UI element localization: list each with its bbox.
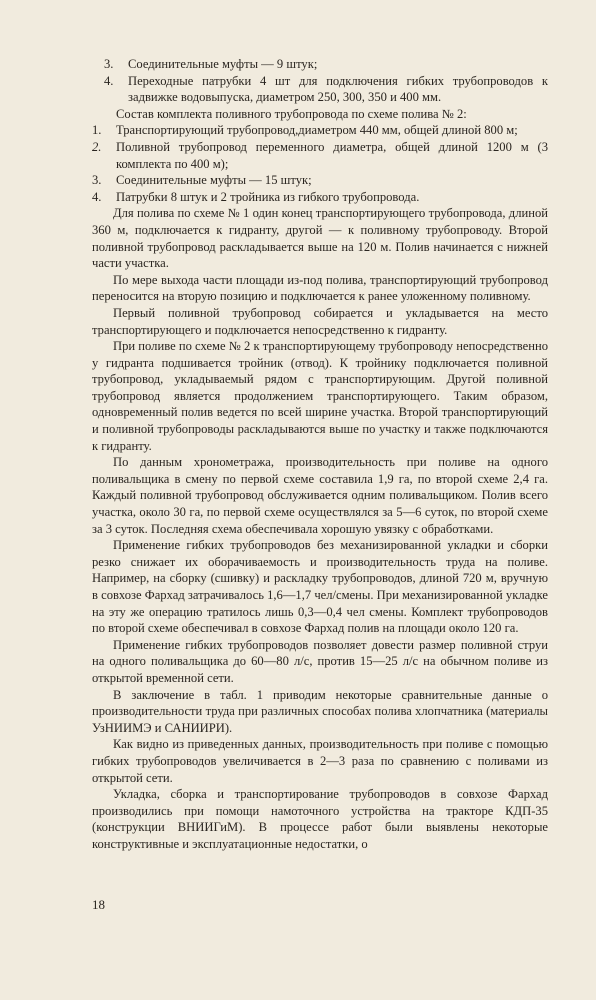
paragraph: В заключение в табл. 1 приводим некоторые сравнительные данные о производительности труда при различных способах полива хлопчатника (материалы УзНИИМЭ и САНИИРИ). (92, 687, 548, 735)
paragraph: По данным хронометража, производительность при поливе на одного поливальщика в смену по первой схеме составила 1,9 га, по второй схеме 2,4 га. Каждый поливной трубопровод обслуживается одним поливальщиком. Полив всего участка, около 30 га, по первой схеме осуществлялся за 5—6 суток, по второй схеме за 3 суток. Последняя схема обеспечивала хорошую увязку с обработками. (92, 455, 548, 536)
list-number: 2. (92, 139, 102, 154)
paragraph: Применение гибких трубопроводов без механизированной укладки и сборки резко снижает их оборачиваемость и производительность труда на поливе. Например, на сборку (сшивку) и раскладку трубопроводов, длиной 720 м, вручную в совхозе Фархад затрачивалось 1,6—1,7 чел/смены. При механизированной укладке на эту же операцию тратилось лишь 0,3—0,4 чел смены. Комплект трубопроводов по второй схеме обеспечивал в совхозе Фархад полив на площади около 120 га. (92, 538, 548, 636)
list-number: 4. (92, 189, 102, 204)
list-number: 4. (104, 73, 114, 88)
paragraph: Укладка, сборка и транспортирование трубопроводов в совхозе Фархад производились при помощи намоточного устройства на тракторе КДП-35 (конструкции ВНИИГиМ). В процессе работ были выявлены некоторые конструктивные и эксплуатационные недостатки, о (92, 787, 548, 851)
list-item (92, 139, 548, 172)
list-item (92, 189, 548, 206)
list-number: 1. (92, 123, 102, 138)
list-number: 3. (104, 57, 114, 71)
list-item (92, 122, 548, 139)
page-number: 18 (92, 897, 105, 912)
paragraph: При поливе по схеме № 2 к транспортирующему трубопроводу непосредственно у гидранта подшивается тройник (отвод). К тройнику подключается поливной трубопровод, укладываемый рядом с транспортирующим. Другой поливной трубопровод является продолжением транспортирующего. Таким образом, одновременный полив ведется по всей ширине участка. Второй транспортирующий и поливной трубопроводы раскладываются выше по участку и также подключаются к гидранту. (92, 339, 548, 453)
list-item (92, 172, 548, 189)
paragraph: Для полива по схеме № 1 один конец транспортирующего трубопровода, длиной 360 м, подключается к гидранту, другой — к поливному трубопроводу. Второй поливной трубопровод раскладывается выше на 120 м. Полив начинается с нижней части участка. (92, 206, 548, 271)
list-number: 3. (92, 173, 102, 188)
paragraph: Как видно из приведенных данных, производительность при поливе с помощью гибких трубопроводов увеличивается в 2—3 раза по сравнению с поливами из открытой сети. (92, 737, 548, 785)
list-text: Соединительные муфты — 9 штук; (128, 57, 318, 71)
paragraph: Первый поливной трубопровод собирается и укладывается на место транспортирующего и подключается непосредственно к гидранту. (92, 305, 548, 337)
paragraph: По мере выхода части площади из-под полива, транспортирующий трубопровод переносится на вторую позицию и подключается к ранее уложенному поливному. (92, 272, 548, 304)
list-text: Поливной трубопровод переменного диаметра, общей длиной 1200 м (3 комплекта по 400 м); (116, 139, 548, 171)
list-text: Переходные патрубки 4 шт для подключения гибких трубопроводов к задвижке водовыпуска, диаметром 250, 300, 350 и 400 мм. (128, 73, 548, 105)
list-text: Патрубки 8 штук и 2 тройника из гибкого трубопровода. (116, 189, 420, 204)
body-text (92, 56, 548, 853)
list-item (104, 73, 548, 106)
list-heading: Состав комплекта поливного трубопровода по схеме полива № 2: (116, 106, 467, 121)
list-text: Соединительные муфты — 15 штук; (116, 173, 312, 188)
list-text: Транспортирующий трубопровод,диаметром 440 мм, общей длиной 800 м; (116, 123, 518, 138)
list-item (104, 56, 548, 73)
paragraph: Применение гибких трубопроводов позволяет довести размер поливной струи на одного поливальщика до 60—80 л/с, против 15—25 л/с на обычном поливе из открытой временной сети. (92, 637, 548, 685)
